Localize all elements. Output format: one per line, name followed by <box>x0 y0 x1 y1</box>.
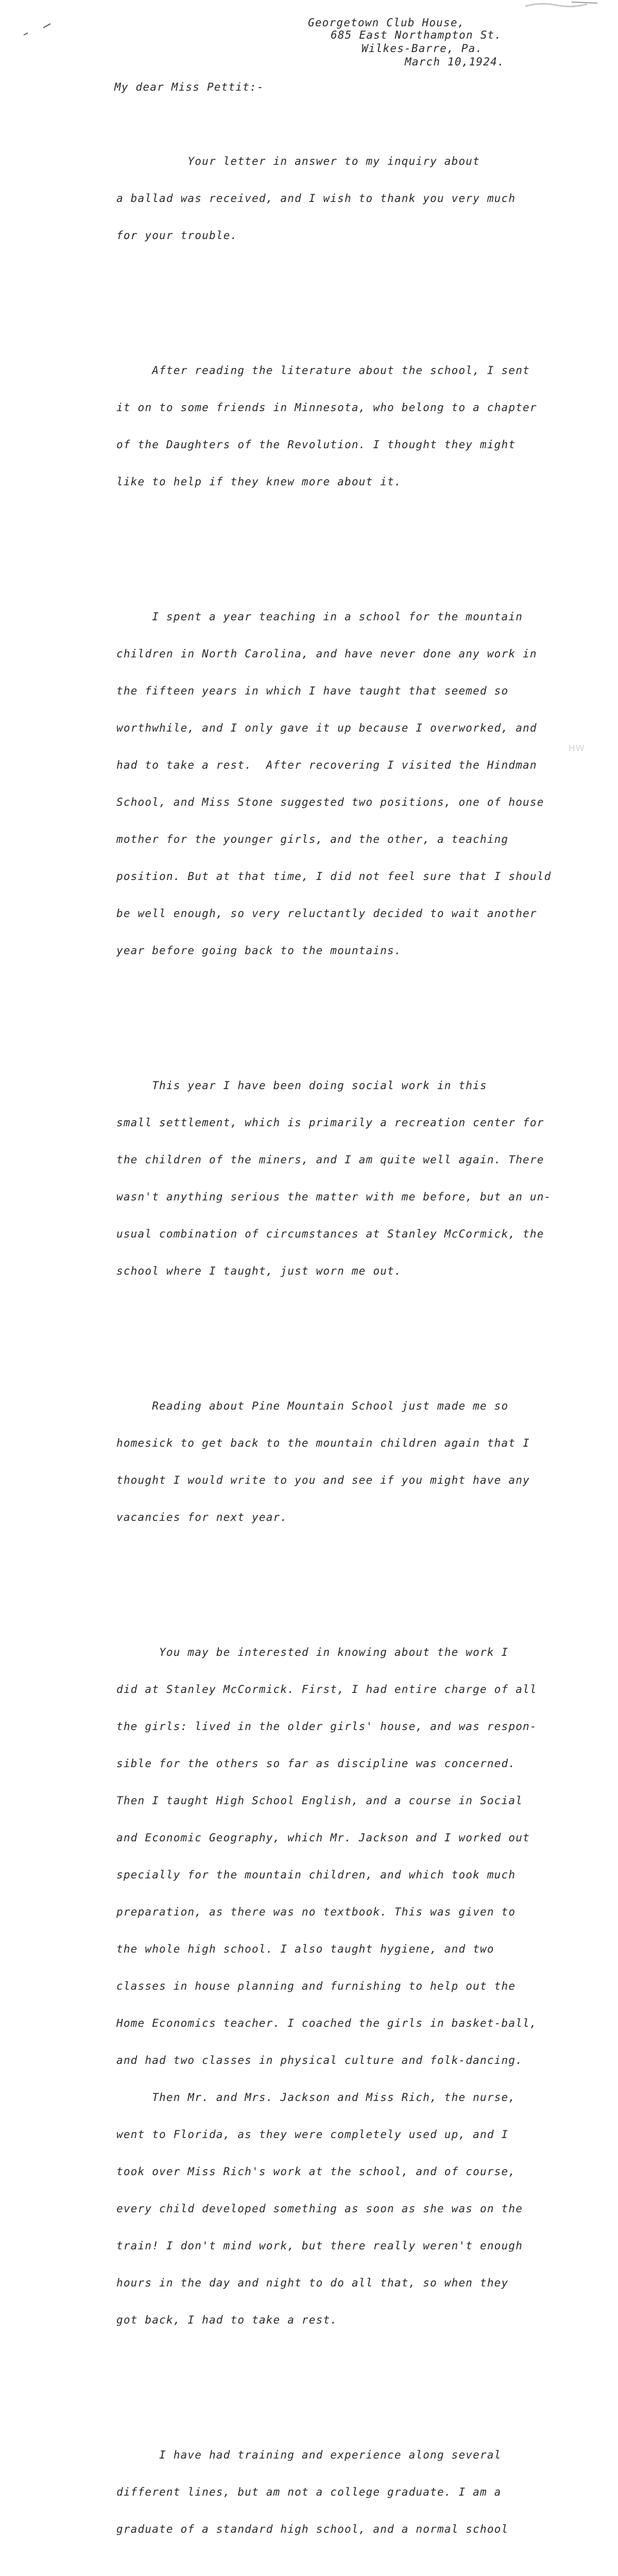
body-line: Reading about Pine Mountain School just made me so <box>116 1400 509 1412</box>
body-line: usual combination of circumstances at Stanley McCormick, the <box>116 1228 544 1240</box>
body-line: the children of the miners, and I am quite well again. There <box>116 1154 544 1166</box>
body-line: School, and Miss Stone suggested two positions, one of house <box>116 796 544 808</box>
paragraph <box>116 1621 580 2351</box>
body-line: I have had training and experience along several <box>116 2449 502 2461</box>
sender-address <box>0 16 618 91</box>
body-line: small settlement, which is primarily a recreation center for <box>116 1116 544 1129</box>
paragraph <box>116 130 580 266</box>
body-line: thought I would write to you and see if you might have any <box>116 1474 530 1486</box>
body-line: and had two classes in physical culture and folk-dancing. <box>116 2054 523 2066</box>
body-line: Home Economics teacher. I coached the girls in basket-ball, <box>116 2017 537 2029</box>
body-line: went to Florida, as they were completely used up, and I <box>116 2128 509 2141</box>
body-line: be well enough, so very reluctantly decided to wait another <box>116 907 537 920</box>
body-line: This year I have been doing social work in this <box>116 1079 487 1092</box>
body-line: of the Daughters of the Revolution. I thought they might <box>116 438 516 451</box>
body-line: Then Mr. and Mrs. Jackson and Miss Rich, the nurse, <box>116 2091 516 2104</box>
paper-speck-mark <box>520 0 603 12</box>
body-line: school where I taught, just worn me out. <box>116 1265 402 1277</box>
body-line: sible for the others so far as discipline was concerned. <box>116 1757 516 1770</box>
address-line: Wilkes-Barre, Pa. <box>362 42 483 55</box>
body-line: You may be interested in knowing about the work I <box>116 1646 509 1658</box>
body-line: specially for the mountain children, and which took much <box>116 1869 516 1881</box>
address-date: March 10,1924. <box>405 56 505 68</box>
body-line: it on to some friends in Minnesota, who belong to a chapter <box>116 401 537 414</box>
body-line: homesick to get back to the mountain children again that I <box>116 1437 530 1449</box>
body-line: like to help if they knew more about it. <box>116 476 402 488</box>
body-line: the whole high school. I also taught hygiene, and two <box>116 1943 494 1955</box>
body-line: worthwhile, and I only gave it up because I overworked, and <box>116 722 537 734</box>
body-line: year before going back to the mountains. <box>116 944 402 957</box>
body-line: train! I don't mind work, but there really weren't enough <box>116 2240 523 2252</box>
body-line: wasn't anything serious the matter with me before, but an un- <box>116 1191 552 1203</box>
body-line: different lines, but am not a college graduate. I am a <box>116 2486 502 2498</box>
body-line: did at Stanley McCormick. First, I had entire charge of all <box>116 1683 537 1696</box>
body-line: preparation, as there was no textbook. This was given to <box>116 1906 516 1918</box>
body-line: mother for the younger girls, and the other, a teaching <box>116 833 509 845</box>
body-line: the girls: lived in the older girls' house, and was respon- <box>116 1720 537 1733</box>
body-line: took over Miss Rich's work at the school, and of course, <box>116 2165 516 2178</box>
body-line: hours in the day and night to do all that, so when they <box>116 2277 509 2289</box>
address-line: 685 East Northampton St. <box>331 29 502 41</box>
body-line: had to take a rest. After recovering I visited the Hindman <box>116 759 537 771</box>
body-line: got back, I had to take a rest. <box>116 2314 338 2326</box>
body-line: a ballad was received, and I wish to thank you very much <box>116 192 516 205</box>
watermark: HW <box>569 743 585 754</box>
address-line: Georgetown Club House, <box>308 16 465 29</box>
salutation: My dear Miss Pettit:- <box>114 81 264 93</box>
paragraph <box>116 340 580 513</box>
body-line: children in North Carolina, and have never done any work in <box>116 648 537 660</box>
body-line: Then I taught High School English, and a course in Social <box>116 1794 523 1807</box>
body-line: vacancies for next year. <box>116 1511 288 1523</box>
body-line: every child developed something as soon as she was on the <box>116 2202 523 2215</box>
body-line: classes in house planning and furnishing to help out the <box>116 1980 516 1992</box>
body-line: graduate of a standard high school, and a normal school <box>116 2523 509 2535</box>
body-line: and Economic Geography, which Mr. Jackson and I worked out <box>116 1832 530 1844</box>
body-line: position. But at that time, I did not feel sure that I should <box>116 870 552 883</box>
letter-body <box>116 93 580 2576</box>
paragraph <box>116 586 580 981</box>
body-line: for your trouble. <box>116 229 238 242</box>
body-line: Your letter in answer to my inquiry about <box>116 155 480 167</box>
body-line: the fifteen years in which I have taught that seemed so <box>116 685 509 697</box>
paragraph <box>116 1055 580 1302</box>
paragraph <box>116 2424 580 2560</box>
body-line: After reading the literature about the school, I sent <box>116 364 530 377</box>
paragraph <box>116 1375 580 1548</box>
body-line: I spent a year teaching in a school for the mountain <box>116 611 523 623</box>
